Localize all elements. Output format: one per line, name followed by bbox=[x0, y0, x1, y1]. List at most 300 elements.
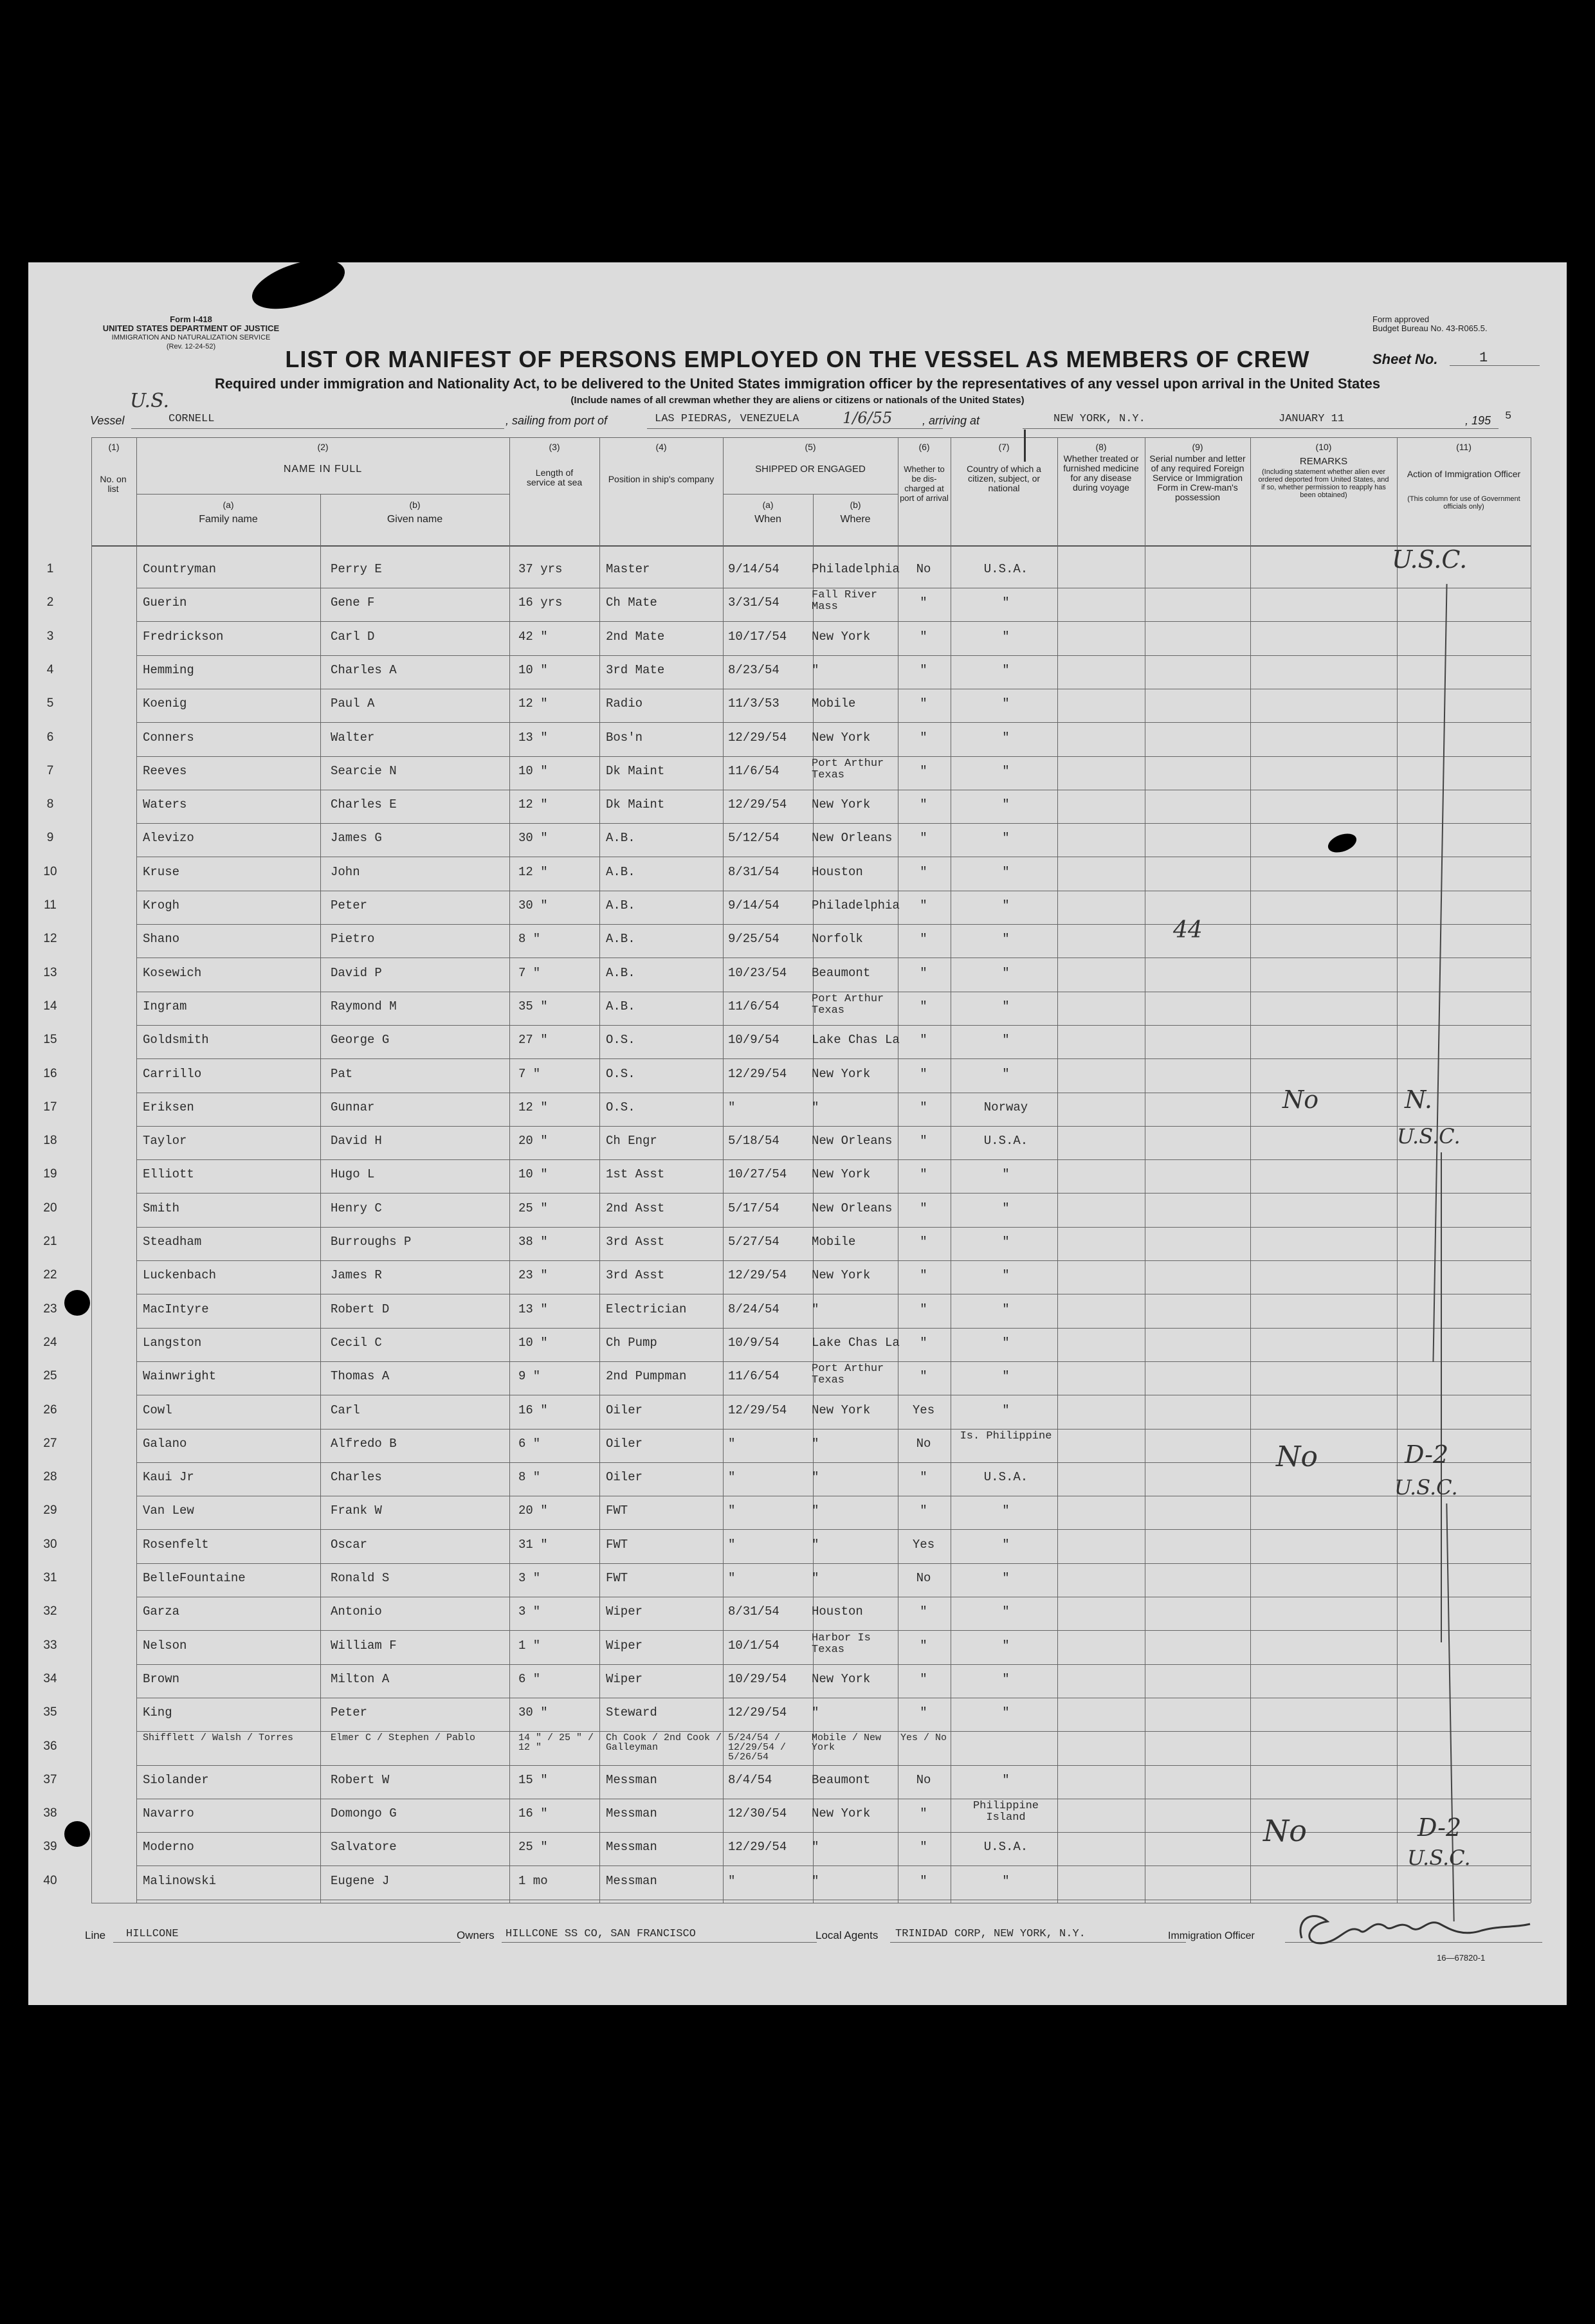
cell-no: 28 bbox=[43, 1470, 57, 1484]
cell-country: Is. Philippine bbox=[960, 1430, 1052, 1442]
row-divider bbox=[136, 1193, 1531, 1194]
form-revision: (Rev. 12-24-52) bbox=[166, 343, 216, 350]
cell-where: Port Arthur Texas bbox=[812, 992, 884, 1017]
cell-length: 1 mo bbox=[518, 1873, 548, 1888]
cell-position: Bos'n bbox=[606, 730, 643, 745]
cell-where: New York bbox=[812, 1066, 871, 1081]
col2a-header: Family name bbox=[199, 514, 258, 525]
cell-position: FWT bbox=[606, 1537, 628, 1552]
crew-row bbox=[46, 589, 1528, 622]
cell-given: William F bbox=[331, 1638, 397, 1653]
cell-disch: " bbox=[920, 1335, 927, 1350]
cell-when: " bbox=[728, 1503, 736, 1518]
cell-disch: " bbox=[920, 1806, 927, 1821]
cell-disch: No bbox=[916, 1772, 931, 1787]
cell-where: " bbox=[812, 662, 819, 677]
cell-country: " bbox=[1002, 1571, 1010, 1585]
cell-length: 37 yrs bbox=[518, 562, 563, 576]
col3-header: Length of service at sea bbox=[526, 468, 583, 487]
cell-length: 13 " bbox=[518, 1302, 548, 1316]
cell-country: " bbox=[1002, 763, 1010, 778]
cell-disch: " bbox=[920, 1066, 927, 1081]
cell-family: Guerin bbox=[143, 595, 187, 610]
cell-where: " bbox=[812, 1503, 819, 1518]
col10-header: REMARKS bbox=[1299, 456, 1348, 467]
cell-when: 10/9/54 bbox=[728, 1033, 779, 1048]
cell-length: 35 " bbox=[518, 999, 548, 1013]
cell-where: Lake Chas La bbox=[812, 1335, 900, 1350]
cell-disch: No bbox=[916, 1571, 931, 1585]
cell-length: 15 " bbox=[518, 1772, 548, 1787]
cell-length: 38 " bbox=[518, 1235, 548, 1249]
cell-no: 26 bbox=[43, 1403, 57, 1417]
col6-header: Whether to be dis-charged at port of arrival bbox=[900, 464, 949, 503]
cell-country: U.S.A. bbox=[983, 1840, 1028, 1855]
cell-family: Goldsmith bbox=[143, 1033, 209, 1048]
cell-given: Frank W bbox=[331, 1503, 382, 1518]
row-divider bbox=[136, 924, 1531, 925]
row-divider bbox=[136, 722, 1531, 723]
cell-disch: Yes / No bbox=[900, 1732, 947, 1743]
cell-family: Kruse bbox=[143, 864, 180, 879]
cell-when: 12/29/54 bbox=[728, 730, 787, 745]
crew-row bbox=[43, 1598, 1528, 1631]
row-divider bbox=[136, 756, 1531, 757]
row-divider bbox=[136, 1765, 1531, 1766]
crew-row bbox=[43, 1531, 1528, 1564]
col4-number: (4) bbox=[655, 442, 667, 452]
cell-given: Peter bbox=[331, 1705, 368, 1720]
cell-where: Mobile bbox=[812, 696, 856, 711]
col5a-header: When bbox=[754, 514, 781, 525]
crew-row bbox=[43, 1296, 1528, 1329]
cell-position: 3rd Mate bbox=[606, 662, 665, 677]
cell-position: Ch Pump bbox=[606, 1335, 657, 1350]
port-note: 1/6/55 bbox=[843, 409, 893, 427]
cell-position: Steward bbox=[606, 1705, 657, 1720]
cell-disch: " bbox=[920, 1671, 927, 1686]
cell-country: " bbox=[1002, 1503, 1010, 1518]
cell-when: 10/17/54 bbox=[728, 629, 787, 644]
vessel-name: CORNELL bbox=[169, 413, 215, 425]
cell-given: Pat bbox=[331, 1066, 353, 1081]
row-divider bbox=[136, 1832, 1531, 1833]
cell-when: " bbox=[728, 1470, 736, 1485]
col8-number: (8) bbox=[1095, 442, 1107, 452]
cell-when: 5/12/54 bbox=[728, 831, 779, 846]
cell-given: Charles E bbox=[331, 797, 397, 812]
cell-position: Oiler bbox=[606, 1403, 643, 1417]
cell-no: 21 bbox=[43, 1235, 57, 1248]
row-divider bbox=[136, 1462, 1531, 1463]
cell-position: FWT bbox=[606, 1571, 628, 1585]
cell-position: A.B. bbox=[606, 898, 635, 912]
cell-no: 4 bbox=[46, 662, 54, 676]
owners-underline bbox=[502, 1942, 817, 1943]
cell-given: Paul A bbox=[331, 696, 375, 711]
cell-where: " bbox=[812, 1537, 819, 1552]
cell-given: Cecil C bbox=[331, 1335, 382, 1350]
cell-length: 16 " bbox=[518, 1806, 548, 1821]
cell-country: " bbox=[1002, 797, 1010, 812]
cell-family: Langston bbox=[143, 1335, 202, 1350]
action-27: D-2 bbox=[1405, 1440, 1449, 1469]
cell-disch: " bbox=[920, 932, 927, 947]
cell-when: " bbox=[728, 1873, 736, 1888]
col11-number: (11) bbox=[1456, 442, 1472, 452]
cell-no: 36 bbox=[43, 1739, 57, 1753]
cell-no: 20 bbox=[43, 1201, 57, 1215]
cell-disch: " bbox=[920, 1268, 927, 1283]
cell-disch: " bbox=[920, 1033, 927, 1048]
cell-position: 3rd Asst bbox=[606, 1235, 665, 1249]
agents-name: TRINIDAD CORP, NEW YORK, N.Y. bbox=[895, 1928, 1086, 1940]
crew-row bbox=[43, 858, 1528, 891]
col10-number: (10) bbox=[1315, 442, 1332, 452]
dept-name: UNITED STATES DEPARTMENT OF JUSTICE bbox=[102, 323, 280, 333]
col10-note: (Including statement whether alien ever ordered deported from United States, and if so, whether permission to reapply has been obtained) bbox=[1258, 468, 1389, 499]
cell-length: 3 " bbox=[518, 1571, 541, 1585]
required-statement: Required under immigration and Nationality Act, to be delivered to the United States immigration officer by the representatives of any vessel upon arrival in the United States bbox=[214, 376, 1381, 392]
cell-given: Milton A bbox=[331, 1671, 390, 1686]
cell-no: 10 bbox=[43, 864, 57, 878]
cell-no: 5 bbox=[46, 696, 54, 711]
cell-given: Eugene J bbox=[331, 1873, 390, 1888]
cell-where: Fall River Mass bbox=[812, 589, 878, 613]
cell-length: 42 " bbox=[518, 629, 548, 644]
cell-where: New York bbox=[812, 1268, 871, 1283]
cell-position: Electrician bbox=[606, 1302, 687, 1316]
cell-no: 34 bbox=[43, 1671, 57, 1685]
col2b-header: Given name bbox=[387, 514, 443, 525]
cell-family: Steadham bbox=[143, 1235, 202, 1249]
cell-where: Houston bbox=[812, 864, 863, 879]
cell-no: 3 bbox=[46, 629, 54, 643]
cell-position: O.S. bbox=[606, 1066, 635, 1081]
crew-row bbox=[43, 1262, 1528, 1294]
cell-position: Messman bbox=[606, 1873, 657, 1888]
punch-hole-top bbox=[64, 1290, 90, 1316]
row-divider bbox=[136, 1529, 1531, 1530]
cell-no: 39 bbox=[43, 1840, 57, 1854]
col7-number: (7) bbox=[998, 442, 1010, 452]
cell-position: Ch Mate bbox=[606, 595, 657, 610]
cell-where: " bbox=[812, 1436, 819, 1451]
cell-length: 20 " bbox=[518, 1134, 548, 1148]
cell-where: New York bbox=[812, 629, 871, 644]
cell-family: Waters bbox=[143, 797, 187, 812]
cell-disch: " bbox=[920, 1503, 927, 1518]
crew-row bbox=[43, 1195, 1528, 1228]
action-usc-1: U.S.C. bbox=[1392, 545, 1468, 574]
crew-row bbox=[43, 1565, 1528, 1597]
cell-when: 5/17/54 bbox=[728, 1201, 779, 1215]
cell-family: Koenig bbox=[143, 696, 187, 711]
cell-where: New Orleans bbox=[812, 831, 893, 846]
cell-position: Wiper bbox=[606, 1671, 643, 1686]
cell-where: Mobile bbox=[812, 1235, 856, 1249]
cell-length: 27 " bbox=[518, 1033, 548, 1048]
cell-family: MacIntyre bbox=[143, 1302, 209, 1316]
cell-position: A.B. bbox=[606, 864, 635, 879]
table-top-border bbox=[91, 437, 1531, 438]
cell-position: 2nd Mate bbox=[606, 629, 665, 644]
cell-position: Radio bbox=[606, 696, 643, 711]
agents-underline bbox=[890, 1942, 1186, 1943]
crew-row bbox=[46, 824, 1528, 857]
arrival-line bbox=[1023, 428, 1499, 429]
cell-where: New York bbox=[812, 730, 871, 745]
line-underline bbox=[113, 1942, 460, 1943]
cell-when: 10/27/54 bbox=[728, 1167, 787, 1182]
cell-family: Krogh bbox=[143, 898, 180, 912]
cell-disch: " bbox=[920, 696, 927, 711]
cell-country: " bbox=[1002, 1033, 1010, 1048]
col8-header: Whether treated or furnished medicine for any disease during voyage bbox=[1063, 453, 1139, 493]
cell-where: Beaumont bbox=[812, 1772, 871, 1787]
cell-where: New York bbox=[812, 1167, 871, 1182]
cell-disch: " bbox=[920, 965, 927, 980]
cell-country: " bbox=[1002, 629, 1010, 644]
cell-no: 29 bbox=[43, 1503, 57, 1518]
cell-country: " bbox=[1002, 864, 1010, 879]
cell-disch: " bbox=[920, 999, 927, 1013]
crew-row bbox=[46, 556, 1528, 588]
crew-row bbox=[46, 724, 1528, 757]
cell-country: " bbox=[1002, 730, 1010, 745]
cell-given: James R bbox=[331, 1268, 382, 1283]
cell-disch: " bbox=[920, 797, 927, 812]
col1-number: (1) bbox=[108, 442, 120, 452]
cell-where: Philadelphia bbox=[812, 898, 900, 912]
crew-row bbox=[43, 1699, 1528, 1732]
cell-length: 20 " bbox=[518, 1503, 548, 1518]
cell-when: 8/31/54 bbox=[728, 864, 779, 879]
manifest-title: LIST OR MANIFEST OF PERSONS EMPLOYED ON THE VESSEL AS MEMBERS OF CREW bbox=[285, 346, 1310, 372]
col5b-letter: (b) bbox=[850, 500, 861, 510]
cell-disch: " bbox=[920, 662, 927, 677]
cell-where: Port Arthur Texas bbox=[812, 1363, 884, 1387]
cell-where: Houston bbox=[812, 1604, 863, 1619]
cell-when: 8/23/54 bbox=[728, 662, 779, 677]
col6-number: (6) bbox=[918, 442, 930, 452]
cell-country: Philippine Island bbox=[972, 1800, 1039, 1824]
crew-row bbox=[46, 657, 1528, 689]
cell-length: 16 yrs bbox=[518, 595, 563, 610]
cell-when: 8/31/54 bbox=[728, 1604, 779, 1619]
cell-family: Nelson bbox=[143, 1638, 187, 1653]
cell-country: " bbox=[1002, 898, 1010, 912]
row-divider bbox=[136, 1361, 1531, 1362]
cell-position: 2nd Pumpman bbox=[606, 1369, 687, 1384]
crew-row bbox=[43, 1867, 1528, 1900]
cell-family: Garza bbox=[143, 1604, 180, 1619]
cell-length: 13 " bbox=[518, 730, 548, 745]
cell-length: 10 " bbox=[518, 1167, 548, 1182]
col5a-letter: (a) bbox=[762, 500, 774, 510]
cell-no: 22 bbox=[43, 1268, 57, 1282]
cell-no: 6 bbox=[46, 730, 54, 744]
cell-family: Elliott bbox=[143, 1167, 194, 1182]
cell-position: 2nd Asst bbox=[606, 1201, 665, 1215]
cell-where: Philadelphia bbox=[812, 562, 900, 576]
cell-country: " bbox=[1002, 965, 1010, 980]
cell-when: " bbox=[728, 1100, 736, 1114]
row-divider bbox=[136, 1328, 1531, 1329]
year-suffix: 5 bbox=[1505, 410, 1512, 422]
cell-no: 32 bbox=[43, 1604, 57, 1619]
cell-no: 15 bbox=[43, 1033, 57, 1047]
cell-disch: " bbox=[920, 595, 927, 610]
col11-note: (This column for use of Government officials only) bbox=[1407, 495, 1520, 511]
row-divider bbox=[136, 1058, 1531, 1059]
cell-length: 10 " bbox=[518, 1335, 548, 1350]
cell-family: Fredrickson bbox=[143, 629, 224, 644]
cell-when: 10/1/54 bbox=[728, 1638, 779, 1653]
cell-country: U.S.A. bbox=[983, 562, 1028, 576]
cell-disch: " bbox=[920, 1470, 927, 1485]
cell-where: New Orleans bbox=[812, 1134, 893, 1148]
cell-given: George G bbox=[331, 1033, 390, 1048]
cell-no: 1 bbox=[46, 562, 54, 576]
cell-disch: " bbox=[920, 1201, 927, 1215]
cell-position: 1st Asst bbox=[606, 1167, 665, 1182]
table-header-border bbox=[91, 545, 1531, 547]
crew-row bbox=[43, 1161, 1528, 1194]
cell-position: Wiper bbox=[606, 1638, 643, 1653]
row-divider bbox=[136, 655, 1531, 656]
action-38: D-2 bbox=[1417, 1813, 1462, 1842]
cell-when: 12/29/54 bbox=[728, 1268, 787, 1283]
cell-family: Cowl bbox=[143, 1403, 172, 1417]
cell-length: 30 " bbox=[518, 1705, 548, 1720]
cell-given: Pietro bbox=[331, 932, 375, 947]
cell-disch: " bbox=[920, 1705, 927, 1720]
col2b-letter: (b) bbox=[409, 500, 421, 510]
cell-no: 17 bbox=[43, 1100, 57, 1114]
cell-family: Galano bbox=[143, 1436, 187, 1451]
cell-where: Mobile / New York bbox=[812, 1732, 882, 1753]
cell-when: 10/29/54 bbox=[728, 1671, 787, 1686]
cell-family: Countryman bbox=[143, 562, 217, 576]
port-line bbox=[647, 428, 943, 429]
cell-family: Moderno bbox=[143, 1840, 194, 1855]
sheet-number-label: Sheet No. bbox=[1372, 351, 1438, 367]
row-divider bbox=[136, 1664, 1531, 1665]
officer-signature bbox=[1289, 1905, 1533, 1959]
cell-when: 8/24/54 bbox=[728, 1302, 779, 1316]
cell-country: " bbox=[1002, 1167, 1010, 1182]
crew-row bbox=[44, 892, 1528, 925]
cell-no: 31 bbox=[43, 1571, 57, 1584]
cell-position: Ch Cook / 2nd Cook / Galleyman bbox=[606, 1732, 722, 1753]
cell-position: O.S. bbox=[606, 1100, 635, 1114]
row-divider bbox=[136, 1260, 1531, 1261]
cell-position: FWT bbox=[606, 1503, 628, 1518]
remark-17: No bbox=[1282, 1085, 1319, 1114]
cell-given: Domongo G bbox=[331, 1806, 397, 1821]
cell-family: Hemming bbox=[143, 662, 194, 677]
manifest-sheet bbox=[28, 262, 1567, 2005]
cell-country: " bbox=[1002, 831, 1010, 846]
cell-country: " bbox=[1002, 1638, 1010, 1653]
crew-row bbox=[43, 1127, 1528, 1160]
cell-disch: " bbox=[920, 1604, 927, 1619]
cell-given: Ronald S bbox=[331, 1571, 390, 1585]
row-divider bbox=[136, 1429, 1531, 1430]
arrival-port: NEW YORK, N.Y. bbox=[1053, 413, 1145, 425]
cell-length: 12 " bbox=[518, 864, 548, 879]
cell-family: Kaui Jr bbox=[143, 1470, 194, 1485]
action-usc-18: U.S.C. bbox=[1397, 1124, 1461, 1148]
crew-row bbox=[46, 690, 1528, 723]
cell-no: 16 bbox=[43, 1066, 57, 1080]
subheader-divider bbox=[723, 494, 898, 495]
cell-position: Oiler bbox=[606, 1436, 643, 1451]
vessel-line bbox=[131, 428, 504, 429]
cell-when: " bbox=[728, 1436, 736, 1451]
print-code: 16—67820-1 bbox=[1437, 1953, 1486, 1963]
cell-given: Henry C bbox=[331, 1201, 382, 1215]
row-divider bbox=[136, 1159, 1531, 1160]
cell-country: Norway bbox=[983, 1100, 1028, 1114]
cell-disch: " bbox=[920, 1840, 927, 1855]
cell-disch: No bbox=[916, 562, 931, 576]
check-mark-line bbox=[1024, 430, 1026, 462]
cell-no: 35 bbox=[43, 1705, 57, 1720]
cell-family: Siolander bbox=[143, 1772, 209, 1787]
cell-length: 31 " bbox=[518, 1537, 548, 1552]
cell-length: 8 " bbox=[518, 1470, 541, 1485]
cell-no: 13 bbox=[43, 965, 57, 979]
crew-row bbox=[43, 992, 1528, 1026]
row-divider bbox=[136, 1025, 1531, 1026]
cell-disch: " bbox=[920, 864, 927, 879]
cell-length: 9 " bbox=[518, 1369, 541, 1384]
cell-family: BelleFountaine bbox=[143, 1571, 246, 1585]
approved-text: Form approved bbox=[1372, 314, 1430, 324]
punch-hole-bottom bbox=[64, 1821, 90, 1847]
cell-length: 30 " bbox=[518, 831, 548, 846]
cell-disch: " bbox=[920, 898, 927, 912]
cell-length: 6 " bbox=[518, 1436, 541, 1451]
cell-family: Van Lew bbox=[143, 1503, 194, 1518]
cell-family: Taylor bbox=[143, 1134, 187, 1148]
cell-when: 11/6/54 bbox=[728, 763, 779, 778]
cell-where: " bbox=[812, 1840, 819, 1855]
cell-given: James G bbox=[331, 831, 382, 846]
cell-when: 12/29/54 bbox=[728, 797, 787, 812]
cell-country: " bbox=[1002, 1066, 1010, 1081]
vessel-label: Vessel bbox=[90, 414, 125, 427]
cell-disch: " bbox=[920, 1134, 927, 1148]
owners-name: HILLCONE SS CO, SAN FRANCISCO bbox=[506, 1928, 696, 1940]
cell-family: Shano bbox=[143, 932, 180, 947]
cell-country: " bbox=[1002, 1302, 1010, 1316]
remark-38: No bbox=[1263, 1813, 1307, 1848]
cell-length: 12 " bbox=[518, 797, 548, 812]
cell-country: " bbox=[1002, 1201, 1010, 1215]
subheader-divider bbox=[136, 494, 509, 495]
cell-where: Lake Chas La bbox=[812, 1033, 900, 1048]
cell-given: John bbox=[331, 864, 360, 879]
vessel-note: U.S. bbox=[130, 390, 170, 412]
row-divider bbox=[136, 1227, 1531, 1228]
cell-country: " bbox=[1002, 1537, 1010, 1552]
cell-when: 5/24/54 / 12/29/54 / 5/26/54 bbox=[728, 1732, 787, 1763]
cell-position: A.B. bbox=[606, 932, 635, 947]
cell-disch: " bbox=[920, 1873, 927, 1888]
